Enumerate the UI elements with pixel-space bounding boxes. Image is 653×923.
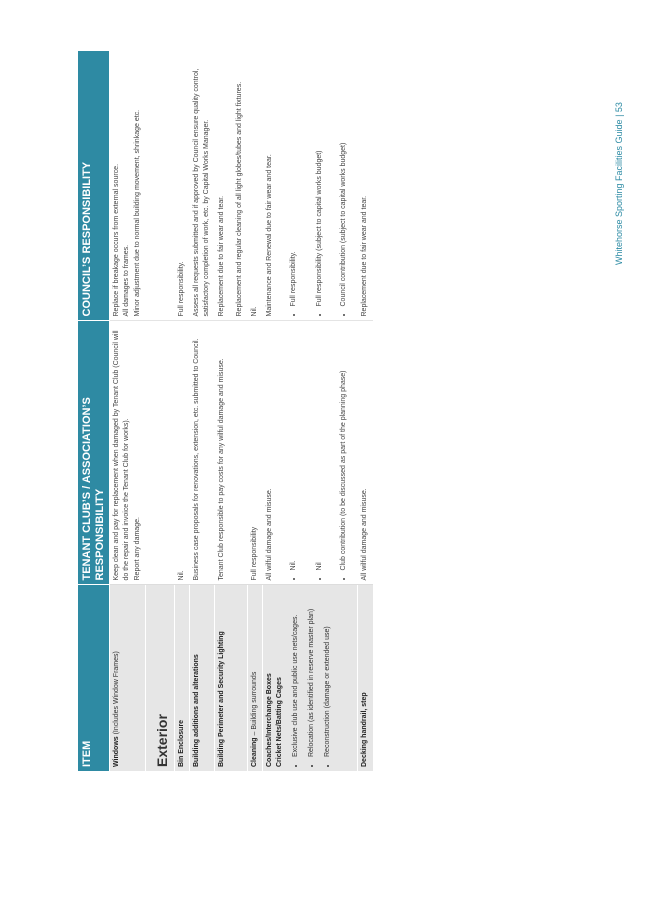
council-windows-1: Replace if breakage occurs from external source. — [113, 163, 121, 317]
council-perimeter-2: Replacement and regular cleaning of all light globes/tubes and light fixtures. — [235, 81, 243, 317]
list-item: • Reconstruction (damage or extended use) — [323, 590, 333, 758]
list-item: • Nil — [315, 326, 325, 571]
list-item: • Full responsibility. — [289, 55, 299, 307]
header-item: ITEM — [78, 585, 110, 771]
council-windows-3: Minor adjustment due to normal building movement, shrinkage etc. — [133, 109, 141, 317]
tenant-cleaning: Full responsibility — [247, 321, 262, 585]
row-windows — [110, 51, 145, 771]
item-cleaning-bold: Cleaning — [250, 737, 258, 767]
item-cleaning-rest: – Building surrounds — [250, 671, 258, 738]
item-building-additions-label: Building additions and alterations — [193, 654, 201, 767]
footer-text: Whitehorse Sporting Facilities Guide | 53 — [614, 102, 624, 265]
tenant-building-additions: Business case proposals for renovations, extension, etc. submitted to Council. — [190, 321, 215, 585]
page-footer — [610, 80, 630, 265]
council-building-additions: Assess all requests submitted and if approved by Council ensure quality control, satisfactory completion of work, etc. by Capital Works Manager. — [190, 51, 215, 321]
section-exterior: Exterior — [145, 585, 174, 771]
tenant-decking: All wilful damage and misuse. — [358, 321, 373, 585]
council-coaches — [262, 51, 358, 321]
council-coaches-text: Maintenance and Renewal due to fair wear and tear. — [265, 154, 273, 317]
tenant-windows-2: Report any damage. — [133, 517, 141, 581]
council-windows — [110, 51, 145, 321]
row-decking — [358, 51, 373, 771]
list-item: • Council contribution (subject to capital works budget) — [339, 55, 349, 307]
row-perimeter — [215, 51, 247, 771]
item-perimeter-label: Building Perimeter and Security Lighting — [218, 631, 226, 767]
item-bin-label: Bin Enclosure — [178, 719, 185, 767]
item-perimeter — [215, 585, 247, 771]
council-cricket-list — [289, 55, 349, 317]
section-row-exterior — [145, 51, 174, 771]
list-item: • Relocation (as identified in reserve master plan) — [307, 590, 317, 758]
row-bin — [175, 51, 190, 771]
item-decking — [358, 585, 373, 771]
item-cricket-label: Cricket Nets/Batting Cages — [275, 677, 283, 767]
tenant-windows — [110, 321, 145, 585]
list-item: • Club contribution (to be discussed as part of the planning phase) — [339, 326, 349, 571]
tenant-windows-1: Keep clean and pay for replacement when damaged by Tenant Club (Council will do the repair and invoice the Tenant Club for works). — [113, 330, 131, 581]
item-bin — [175, 585, 190, 771]
tenant-perimeter: Tenant Club responsible to pay costs for any wilful damage and misuse. — [215, 321, 247, 585]
council-decking: Replacement due to fair wear and tear. — [358, 51, 373, 321]
item-windows-bold: Windows — [113, 736, 121, 767]
item-coaches — [262, 585, 358, 771]
council-bin: Full responsibility. — [175, 51, 190, 321]
responsibility-table — [78, 51, 373, 772]
council-perimeter-1: Replacement due to fair wear and tear. — [218, 195, 226, 317]
item-decking-label: Decking handrail, step — [361, 692, 369, 767]
council-cleaning: Nil. — [247, 51, 262, 321]
row-building-additions — [190, 51, 215, 771]
rotated-table-page — [78, 51, 568, 771]
item-building-additions — [190, 585, 215, 771]
item-coaches-label: Coaches/Interchange Boxes — [265, 673, 273, 767]
header-tenant: TENANT CLUB’S / ASSOCIATION’S RESPONSIBILITY — [78, 321, 110, 585]
item-windows — [110, 585, 145, 771]
tenant-cricket-list — [289, 326, 349, 581]
cricket-sub-items — [291, 590, 333, 768]
tenant-bin: Nil. — [175, 321, 190, 585]
item-windows-rest: (Includes Window Frames) — [113, 651, 121, 737]
council-windows-2: All damages to frames. — [123, 244, 131, 317]
list-item: • Full responsibility (subject to capital works budget) — [315, 55, 325, 307]
tenant-coaches-text: All wilful damage and misuse. — [265, 488, 273, 581]
header-council: COUNCIL’S RESPONSIBILITY — [78, 51, 110, 321]
item-cleaning — [247, 585, 262, 771]
list-item: • Exclusive club use and public use nets/cages. — [291, 590, 301, 758]
council-perimeter — [215, 51, 247, 321]
row-cleaning — [247, 51, 262, 771]
table-header-row — [78, 51, 110, 771]
list-item: • Nil. — [289, 326, 299, 571]
tenant-coaches — [262, 321, 358, 585]
row-coaches — [262, 51, 358, 771]
